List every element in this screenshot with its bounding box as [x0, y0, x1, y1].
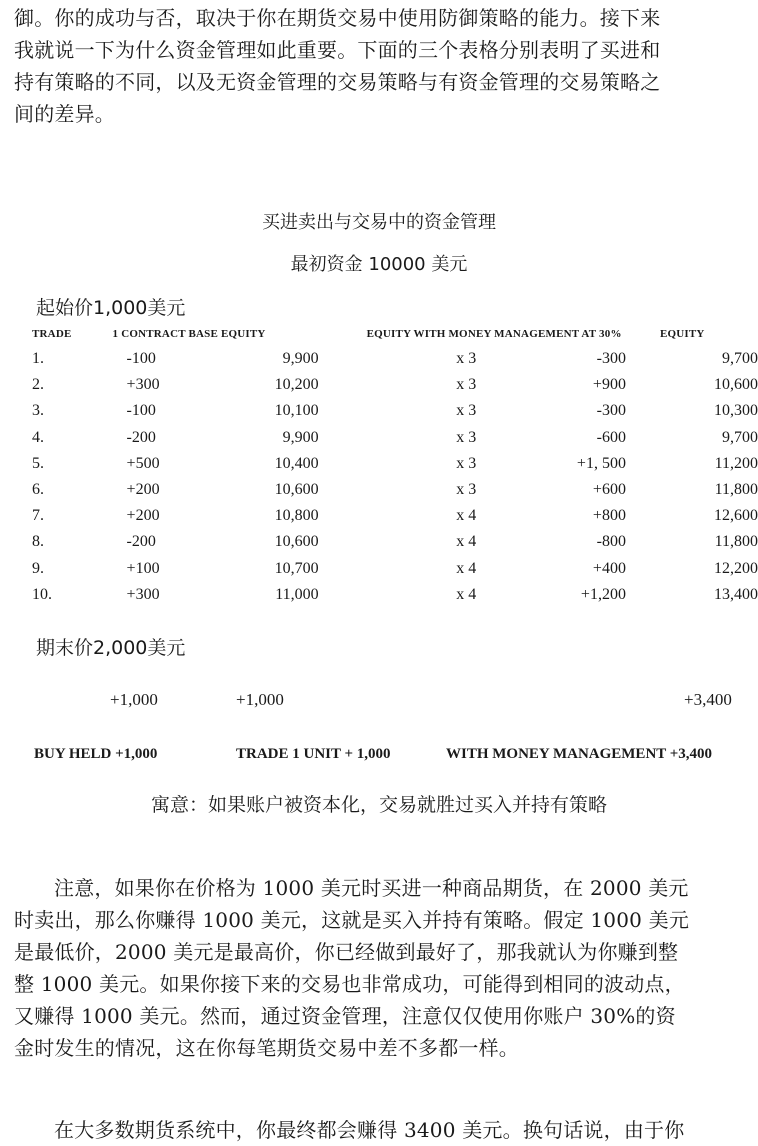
table-row [32, 451, 758, 477]
base-equity: 10,100 [274, 402, 319, 420]
base-equity: 10,200 [274, 376, 319, 394]
trade-change: -100 [126, 402, 156, 420]
mm-change: +600 [592, 481, 626, 499]
mm-equity: 11,800 [714, 481, 758, 499]
mm-change: -600 [596, 428, 626, 446]
mm-equity: 9,700 [722, 428, 758, 446]
end-price-label: 期末价2,000美元 [36, 637, 186, 659]
header-equity: EQUITY [659, 328, 705, 340]
header-base-equity: 1 CONTRACT BASE EQUITY [112, 328, 266, 340]
trade-number: 2. [32, 376, 44, 394]
mm-equity: 10,300 [714, 402, 758, 420]
money-management-result: WITH MONEY MANAGEMENT +3,400 [446, 746, 713, 762]
trade-number: 9. [32, 559, 44, 577]
body-line: 整 1000 美元。如果你接下来的交易也非常成功，可能得到相同的波动点， [14, 972, 685, 996]
trade-change: +300 [126, 376, 160, 394]
multiplier: x 3 [456, 402, 477, 420]
body-line: 在大多数期货系统中，你最终都会赚得 3400 美元。换句话说，由于你 [54, 1118, 685, 1142]
table-row [32, 477, 758, 503]
intro-line: 持有策略的不同，以及无资金管理的交易策略与有资金管理的交易策略之 [14, 70, 661, 94]
multiplier: x 4 [456, 533, 477, 551]
trade-number: 3. [32, 402, 44, 420]
mm-equity: 12,600 [714, 507, 758, 525]
trade-change: -200 [126, 533, 156, 551]
multiplier: x 4 [456, 559, 477, 577]
trade-number: 7. [32, 507, 44, 525]
trade-number: 8. [32, 533, 44, 551]
trade-change: -200 [126, 428, 156, 446]
buy-held-result: BUY HELD +1,000 [34, 746, 158, 762]
trade-number: 1. [32, 350, 44, 368]
body-line: 又赚得 1000 美元。然而，通过资金管理，注意仅仅使用你账户 30%的资 [14, 1004, 676, 1028]
trade-change: +200 [126, 481, 160, 499]
table-title: 买进卖出与交易中的资金管理 [262, 212, 496, 233]
intro-line: 间的差异。 [14, 102, 115, 126]
multiplier: x 3 [456, 481, 477, 499]
intro-line: 我就说一下为什么资金管理如此重要。下面的三个表格分别表明了买进和 [14, 38, 661, 62]
multiplier: x 3 [456, 376, 477, 394]
table-row [32, 529, 758, 555]
trade-number: 5. [32, 454, 44, 472]
header-trade: TRADE [32, 328, 72, 340]
table-row [32, 556, 758, 582]
trade-change: -100 [126, 350, 156, 368]
table-row [32, 503, 758, 529]
mm-change: -300 [596, 402, 626, 420]
body-paragraph-1 [14, 872, 744, 1064]
base-equity: 10,700 [274, 559, 319, 577]
trade-number: 10. [32, 585, 52, 603]
mm-change: +900 [592, 376, 626, 394]
multiplier: x 4 [456, 507, 477, 525]
table-subtitle: 最初资金 10000 美元 [290, 254, 468, 275]
base-equity: 10,600 [274, 533, 319, 551]
body-paragraph-2 [14, 1114, 744, 1146]
mm-equity: 9,700 [722, 350, 758, 368]
mm-equity: 11,800 [714, 533, 758, 551]
money-management-table [32, 322, 758, 608]
mm-equity: 11,200 [714, 454, 758, 472]
moral-caption: 寓意：如果账户被资本化，交易就胜过买入并持有策略 [150, 794, 607, 816]
mm-equity: 10,600 [714, 376, 758, 394]
mm-change: +1,200 [580, 585, 626, 603]
multiplier: x 3 [456, 454, 477, 472]
mm-change: +400 [592, 559, 626, 577]
mm-change: +1, 500 [576, 454, 626, 472]
header-mm-equity: EQUITY WITH MONEY MANAGEMENT AT 30% [366, 328, 622, 340]
multiplier: x 3 [456, 350, 477, 368]
base-equity: 9,900 [282, 350, 319, 368]
table-row [32, 346, 758, 372]
trade-unit-result: TRADE 1 UNIT + 1,000 [236, 746, 391, 762]
trade-number: 6. [32, 481, 44, 499]
summary-trade-unit: +1,000 [236, 690, 284, 709]
multiplier: x 4 [456, 585, 477, 603]
base-equity: 11,000 [275, 585, 319, 603]
summary-buy-held: +1,000 [110, 690, 158, 709]
mm-equity: 12,200 [714, 559, 758, 577]
mm-change: -800 [596, 533, 626, 551]
trade-change: +300 [126, 585, 160, 603]
base-equity: 10,800 [274, 507, 319, 525]
table-row [32, 582, 758, 608]
table-row [32, 425, 758, 451]
start-price-label: 起始价1,000美元 [36, 297, 186, 319]
base-equity: 10,400 [274, 454, 319, 472]
mm-change: -300 [596, 350, 626, 368]
table-row [32, 398, 758, 424]
body-line: 时卖出，那么你赚得 1000 美元，这就是买入并持有策略。假定 1000 美元 [14, 908, 690, 932]
summary-money-management: +3,400 [684, 690, 732, 709]
intro-line: 御。你的成功与否，取决于你在期货交易中使用防御策略的能力。接下来 [14, 6, 661, 30]
base-equity: 10,600 [274, 481, 319, 499]
multiplier: x 3 [456, 428, 477, 446]
trade-number: 4. [32, 428, 44, 446]
body-line: 是最低价，2000 美元是最高价，你已经做到最好了，那我就认为你赚到整 [14, 940, 679, 964]
body-line: 注意，如果你在价格为 1000 美元时买进一种商品期货，在 2000 美元 [54, 876, 689, 900]
mm-equity: 13,400 [714, 585, 758, 603]
table-header-row [32, 322, 758, 346]
base-equity: 9,900 [282, 428, 319, 446]
body-line: 金时发生的情况，这在你每笔期货交易中差不多都一样。 [14, 1036, 519, 1060]
trade-change: +100 [126, 559, 160, 577]
trade-change: +500 [126, 454, 160, 472]
intro-paragraph [14, 2, 744, 130]
table-row [32, 372, 758, 398]
mm-change: +800 [592, 507, 626, 525]
trade-change: +200 [126, 507, 160, 525]
